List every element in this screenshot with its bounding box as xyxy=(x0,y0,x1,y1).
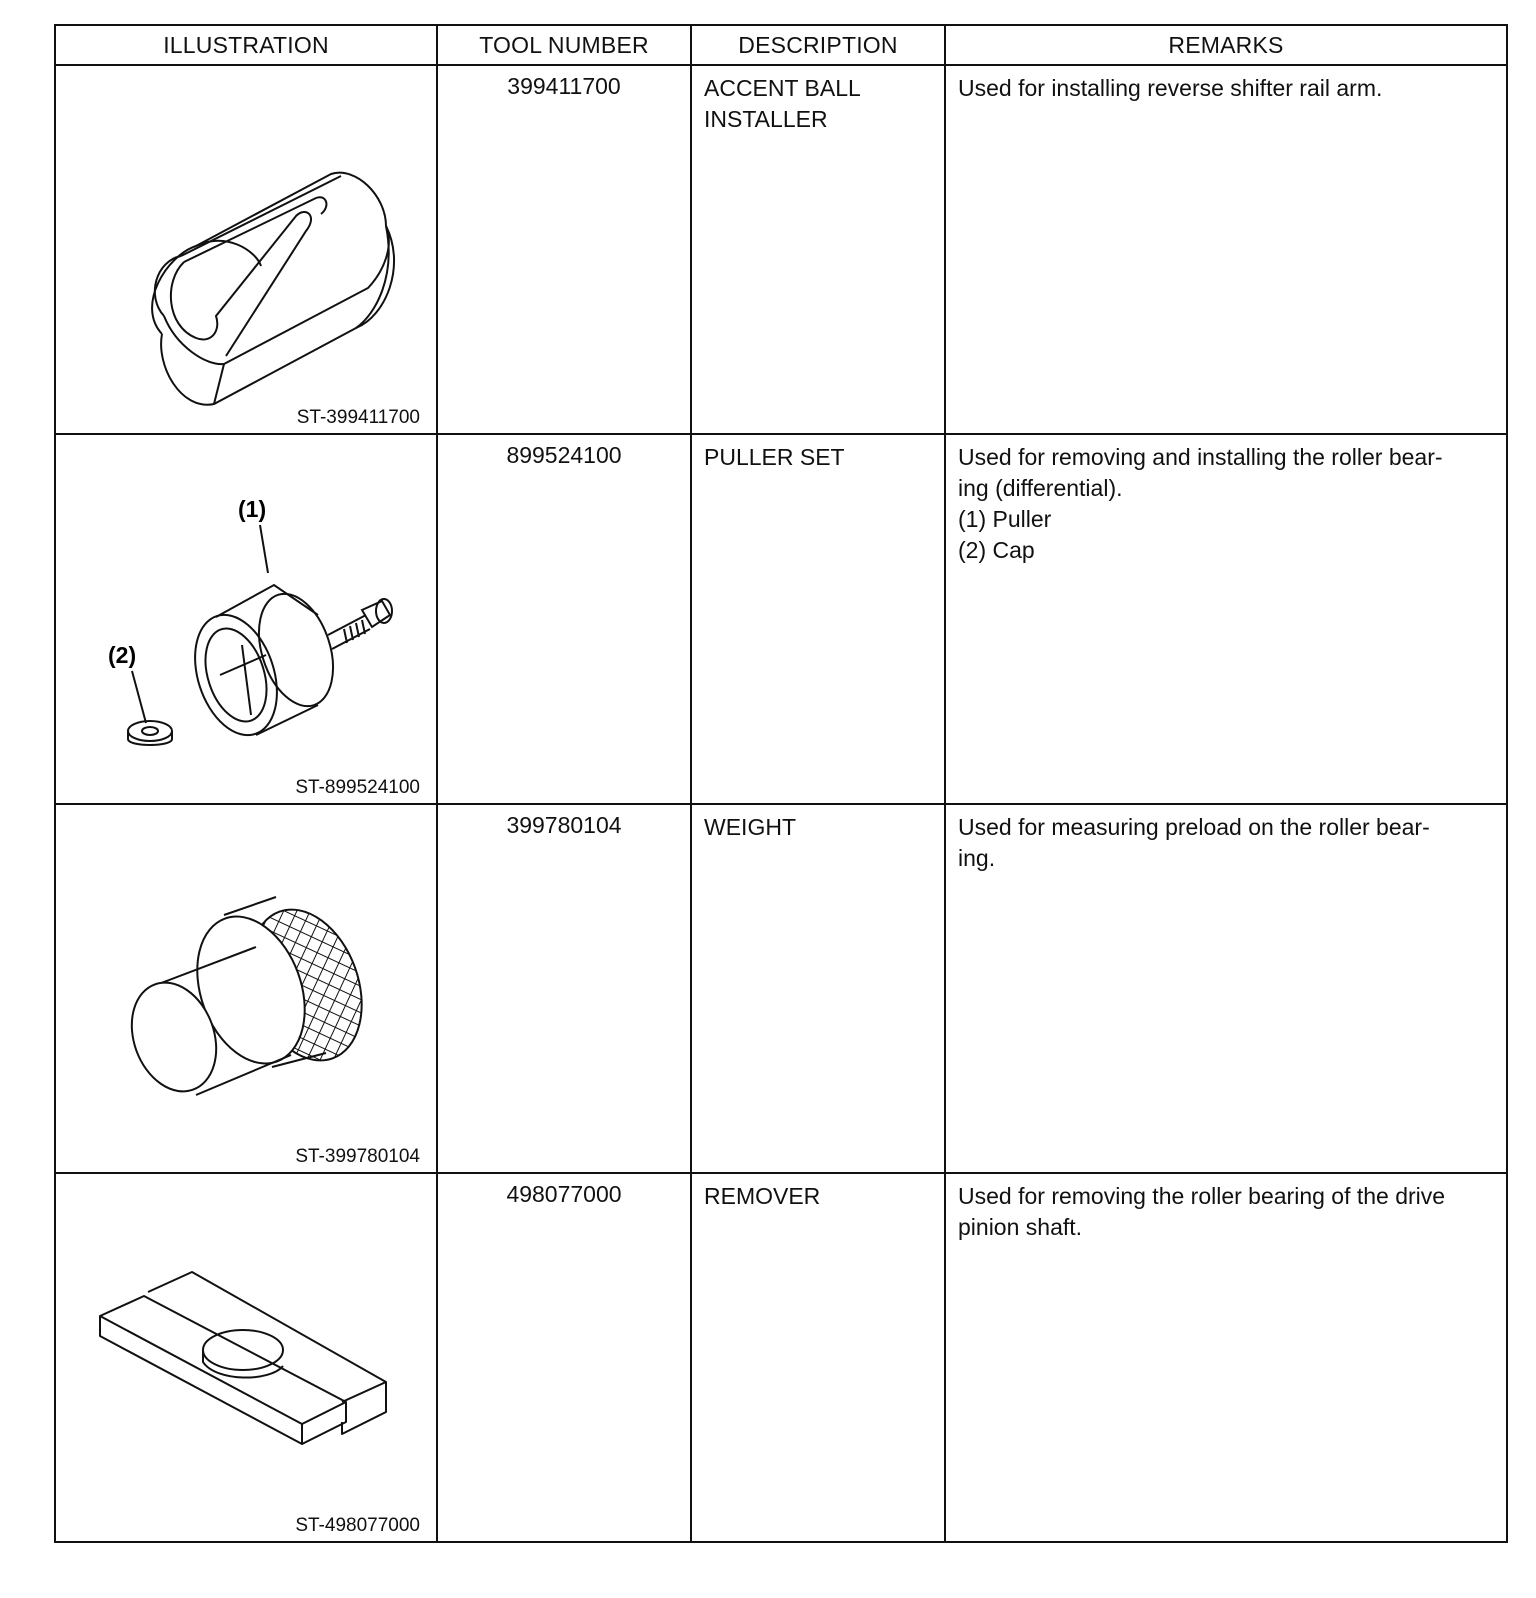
illustration-label: ST-498077000 xyxy=(295,1515,420,1536)
weight-drawing xyxy=(56,805,432,1171)
callout-2: (2) xyxy=(108,642,137,669)
illustration-cell xyxy=(55,1173,437,1542)
illustration-label: ST-399411700 xyxy=(296,407,420,429)
tool-description: PULLER SET xyxy=(691,434,945,803)
header-remarks: REMARKS xyxy=(945,25,1507,65)
remark-line: Used for removing the roller bearing of the drive xyxy=(958,1182,1446,1209)
header-row xyxy=(55,25,1507,65)
tool-description: REMOVER xyxy=(691,1173,945,1542)
tool-remarks xyxy=(945,434,1507,803)
remark-line: pinion shaft. xyxy=(958,1213,1083,1240)
remark-line: ing. xyxy=(958,844,996,871)
tool-number: 899524100 xyxy=(437,434,691,803)
remark-line: Used for removing and installing the roller bear- xyxy=(958,444,1443,471)
tool-remarks xyxy=(945,804,1507,1173)
header-illustration: ILLUSTRATION xyxy=(55,25,437,65)
callout-1: (1) xyxy=(238,496,267,523)
header-tool-number: TOOL NUMBER xyxy=(437,25,691,65)
illustration-cell xyxy=(55,804,437,1173)
tool-number: 399411700 xyxy=(437,65,691,434)
table-row xyxy=(55,1173,1507,1542)
tool-remarks xyxy=(945,1173,1507,1542)
remark-line: Used for installing reverse shifter rail arm. xyxy=(958,75,1383,102)
remark-line: (1) Puller xyxy=(958,506,1052,533)
remover-drawing xyxy=(56,1174,432,1540)
illustration-label: ST-899524100 xyxy=(295,776,420,798)
table-row xyxy=(55,804,1507,1173)
tool-remarks xyxy=(945,65,1507,434)
remark-line: (2) Cap xyxy=(958,537,1035,564)
illustration-label: ST-399780104 xyxy=(295,1145,420,1167)
tool-number: 399780104 xyxy=(437,804,691,1173)
special-tools-table xyxy=(54,24,1508,1543)
remark-line: ing (differential). xyxy=(958,475,1123,502)
illustration-cell xyxy=(55,434,437,803)
header-description: DESCRIPTION xyxy=(691,25,945,65)
remark-line: Used for measuring preload on the roller bear- xyxy=(958,813,1430,840)
tool-description: ACCENT BALL INSTALLER xyxy=(691,65,945,434)
table-row xyxy=(55,434,1507,803)
puller-set-drawing xyxy=(56,435,432,801)
tool-description: WEIGHT xyxy=(691,804,945,1173)
accent-ball-installer-drawing xyxy=(56,66,432,432)
table-row xyxy=(55,65,1507,434)
tool-number: 498077000 xyxy=(437,1173,691,1542)
illustration-cell xyxy=(55,65,437,434)
